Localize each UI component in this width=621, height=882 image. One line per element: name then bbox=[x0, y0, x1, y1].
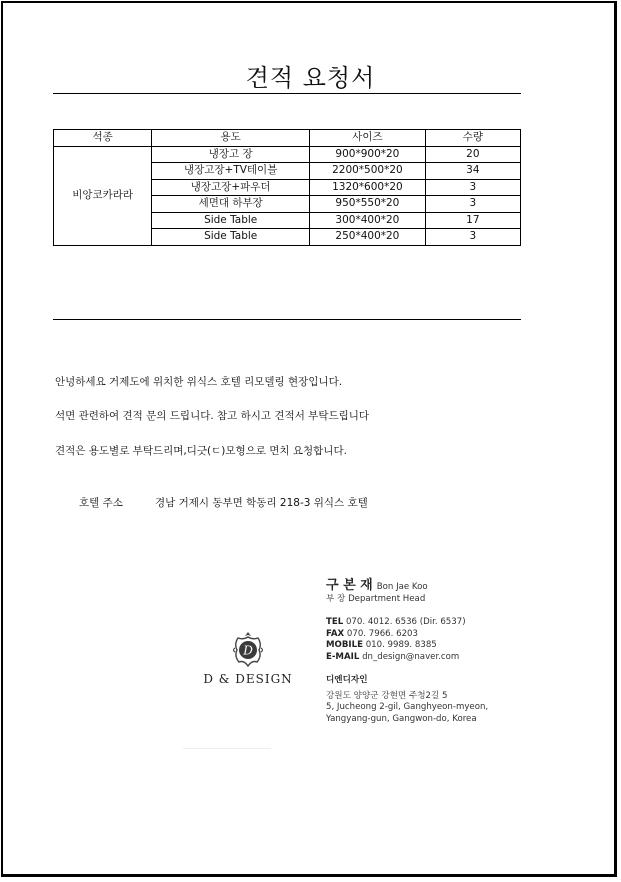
contact-name-en: Bon Jae Koo bbox=[376, 582, 428, 592]
use-cell: 냉장고장+파우더 bbox=[152, 179, 310, 196]
size-cell: 900*900*20 bbox=[310, 146, 426, 163]
request-text: 견적은 용도별로 부탁드리며,디긋(ㄷ)모형으로 면치 요청합니다. bbox=[55, 445, 347, 457]
company-address-kr: 강원도 양양군 강현면 주청2길 5 bbox=[326, 690, 448, 701]
use-cell: 세면대 하부장 bbox=[152, 196, 310, 213]
header-qty: 수량 bbox=[425, 130, 520, 147]
fax-label: FAX bbox=[326, 628, 345, 639]
stone-cell: 비앙코카라라 bbox=[54, 146, 152, 245]
header-stone: 석종 bbox=[54, 130, 152, 147]
use-cell: 냉장고장+TV테이블 bbox=[152, 163, 310, 180]
company-address-en-2: Yangyang-gun, Gangwon-do, Korea bbox=[326, 713, 477, 724]
size-cell: 300*400*20 bbox=[310, 212, 426, 229]
title-underline bbox=[53, 93, 521, 94]
qty-cell: 3 bbox=[425, 179, 520, 196]
contact-name: 구 본 재 bbox=[326, 578, 373, 593]
inquiry-text: 석면 관련하여 견적 문의 드립니다. 참고 하시고 견적서 부탁드립니다 bbox=[55, 410, 370, 422]
hotel-address-value: 경남 거제시 동부면 학동리 218-3 위식스 호텔 bbox=[155, 497, 368, 509]
company-name: 디엔디자인 bbox=[326, 675, 368, 685]
size-cell: 2200*500*20 bbox=[310, 163, 426, 180]
qty-cell: 3 bbox=[425, 196, 520, 213]
header-use: 용도 bbox=[152, 130, 310, 147]
tel-label: TEL bbox=[326, 617, 344, 627]
section-divider bbox=[53, 319, 521, 320]
email-value: dn_design@naver.com bbox=[362, 651, 460, 662]
qty-cell: 20 bbox=[425, 146, 520, 163]
faint-divider bbox=[183, 748, 271, 749]
mobile-value: 010. 9989. 8385 bbox=[365, 640, 437, 650]
greeting-text: 안녕하세요 거제도에 위치한 위식스 호텔 리모델링 현장입니다. bbox=[55, 376, 343, 388]
hotel-address-label: 호텔 주소 bbox=[79, 497, 123, 509]
quote-table bbox=[53, 129, 521, 246]
contact-position: 부 장 Department Head bbox=[326, 593, 426, 604]
use-cell: Side Table bbox=[152, 229, 310, 246]
business-card bbox=[326, 580, 488, 725]
logo-wordmark: D & DESIGN bbox=[203, 672, 293, 686]
mobile-label: MOBILE bbox=[326, 640, 363, 650]
fax-value: 070. 7966. 6203 bbox=[346, 628, 418, 639]
dnd-crest-icon bbox=[230, 630, 266, 668]
qty-cell: 34 bbox=[425, 163, 520, 180]
size-cell: 250*400*20 bbox=[310, 229, 426, 246]
table-row bbox=[54, 146, 521, 163]
size-cell: 1320*600*20 bbox=[310, 179, 426, 196]
company-address-en-1: 5, Jucheong 2-gil, Ganghyeon-myeon, bbox=[326, 702, 489, 712]
use-cell: Side Table bbox=[152, 212, 310, 229]
qty-cell: 3 bbox=[425, 229, 520, 246]
document-title: 견적 요청서 bbox=[245, 64, 376, 92]
table-header-row bbox=[54, 130, 521, 147]
size-cell: 950*550*20 bbox=[310, 196, 426, 213]
email-label: E-MAIL bbox=[326, 651, 360, 662]
tel-value: 070. 4012. 6536 (Dir. 6537) bbox=[345, 617, 466, 627]
qty-cell: 17 bbox=[425, 212, 520, 229]
header-size: 사이즈 bbox=[310, 130, 426, 147]
use-cell: 냉장고 장 bbox=[152, 146, 310, 163]
company-logo bbox=[203, 630, 293, 686]
svg-text:D: D bbox=[243, 643, 253, 658]
